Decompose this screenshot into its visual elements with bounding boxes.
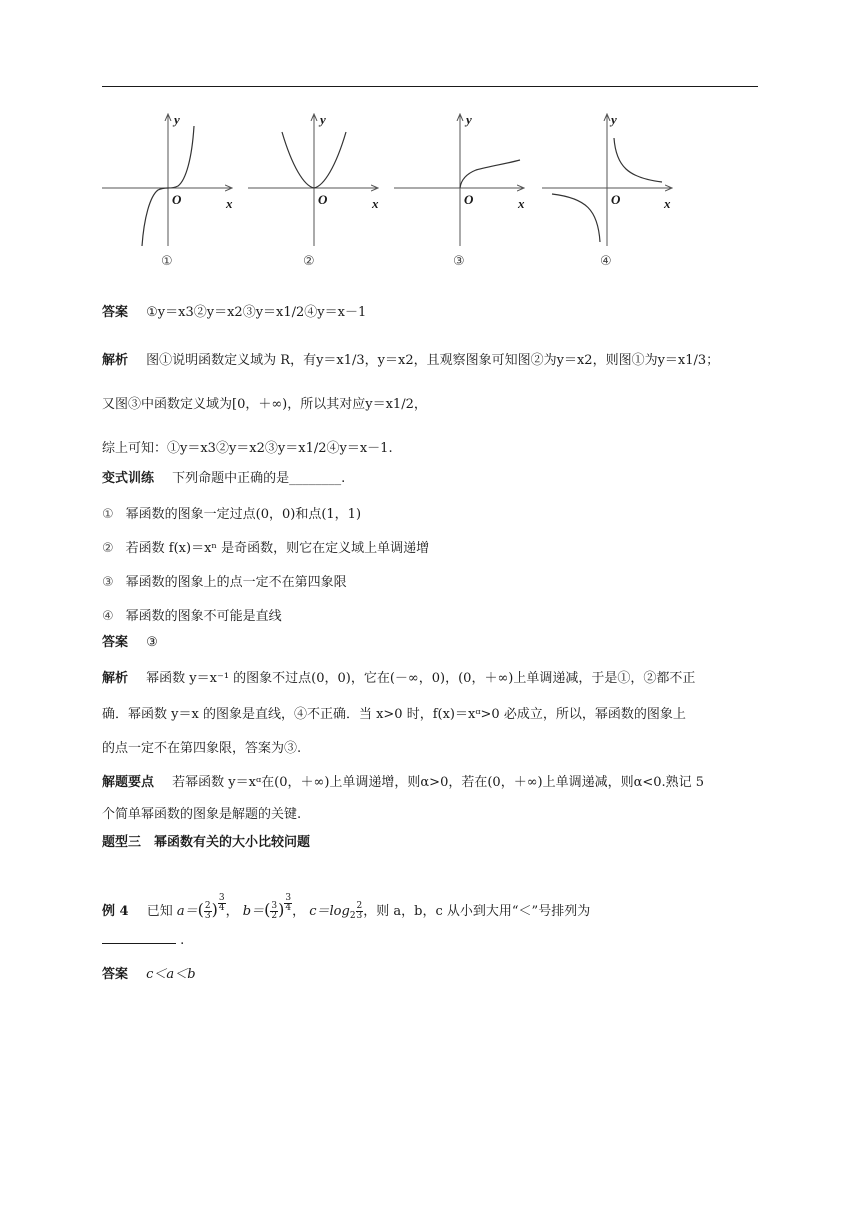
analysis-2-label: 解析 (102, 671, 129, 686)
variant-option-2-num: ② (102, 541, 114, 556)
analysis-1-line-1 (102, 352, 719, 370)
example-4-sep-2: ， (292, 904, 306, 919)
answer-2 (102, 634, 158, 652)
answer-1-label: 答案 (102, 305, 129, 320)
graph-3-curve (460, 160, 520, 188)
variant-question-text: 下列命题中正确的是________. (172, 471, 346, 486)
graph-4-y-label: y (611, 112, 617, 127)
answer-3-label: 答案 (102, 967, 129, 982)
graph-4 (542, 112, 672, 268)
graph-2-number: ② (303, 254, 315, 268)
variant-option-3 (102, 574, 347, 592)
variant-option-4 (102, 608, 282, 626)
graph-2 (248, 112, 379, 268)
answer-3 (102, 966, 196, 984)
graph-4-number: ④ (600, 254, 612, 268)
header-rule (102, 86, 758, 87)
graph-1 (102, 112, 233, 268)
analysis-2-line-1 (102, 670, 695, 688)
example-4-c: c＝log (309, 904, 350, 919)
graph-2-y-label: y (320, 112, 326, 127)
graph-3-x-label: x (518, 196, 525, 211)
graph-2-origin: O (318, 192, 328, 207)
section-3-title: 题型三 幂函数有关的大小比较问题 (102, 835, 311, 850)
answer-1 (102, 304, 366, 322)
variant-option-3-num: ③ (102, 575, 114, 590)
example-4-tail: ，则 a，b，c 从小到大用“＜”号排列为 (363, 904, 591, 919)
example-4-b: b＝ (242, 904, 265, 919)
analysis-1-label: 解析 (102, 353, 129, 368)
keypoint-line-2: 个简单幂函数的图象是解题的关键. (102, 807, 302, 822)
graph-4-curve-right (614, 138, 662, 182)
variant-option-2 (102, 540, 429, 558)
answer-2-text: ③ (146, 635, 158, 650)
variant-label: 变式训练 (102, 471, 155, 486)
analysis-2-text-1: 幂函数 y＝x⁻¹ 的图象不过点(0，0)，它在(－∞，0)，(0，＋∞)上单调递减，于是①，②都不正 (146, 671, 696, 686)
graph-3-number: ③ (453, 254, 465, 268)
power-function-graphs (100, 108, 680, 268)
example-4-blank-end: . (180, 933, 185, 948)
answer-1-text: ①y＝x3②y＝x2③y＝x1/2④y＝x－1 (146, 305, 367, 320)
variant-option-4-num: ④ (102, 609, 114, 624)
graph-3 (394, 112, 525, 268)
variant-option-2-text: 若函数 f(x)＝xⁿ 是奇函数，则它在定义域上单调递增 (125, 541, 430, 556)
example-4-answer-blank (102, 943, 176, 944)
variant-option-4-text: 幂函数的图象不可能是直线 (125, 609, 282, 624)
graph-4-origin: O (611, 192, 621, 207)
graph-3-y-label: y (466, 112, 472, 127)
graph-3-origin: O (464, 192, 474, 207)
example-4-label: 例 4 (102, 904, 129, 919)
example-4-sep-1: ， (225, 904, 239, 919)
graph-2-x-label: x (372, 196, 379, 211)
variant-option-1 (102, 506, 361, 524)
graph-4-x-label: x (664, 196, 671, 211)
graph-1-origin: O (172, 192, 182, 207)
graph-1-number: ① (161, 254, 173, 268)
variant-option-3-text: 幂函数的图象上的点一定不在第四象限 (125, 575, 347, 590)
example-4-lead: 已知 (146, 904, 173, 919)
keypoint-label: 解题要点 (102, 775, 155, 790)
answer-3-text: c＜a＜b (146, 967, 196, 982)
variant-option-1-text: 幂函数的图象一定过点(0，0)和点(1，1) (125, 507, 362, 522)
graph-1-y-label: y (174, 112, 180, 127)
variant-option-1-num: ① (102, 507, 114, 522)
analysis-1-text-1: 图①说明函数定义域为 R，有y＝x1/3，y＝x2，且观察图象可知图②为y＝x2，则图①为y＝x1/3； (146, 353, 720, 368)
variant-question (102, 470, 345, 488)
example-4: 例 4 已知 a＝( $\frac{2}{3}$ ) $^{\frac{3}{4}}$ ， b＝( $\frac{3}{2}$ ) $^{\frac{3}{4}}$ ， $c=\log_2$ $\frac{2}{3}$ ，则 a，b，c 从小到大用“＜”号排列为 (102, 893, 591, 921)
keypoint-text-1: 若幂函数 y＝xᵅ在(0，＋∞)上单调递增，则α>0，若在(0，＋∞)上单调递减，则α<0.熟记 5 (172, 775, 705, 790)
analysis-2-line-2: 确．幂函数 y＝x 的图象是直线，④不正确．当 x>0 时，f(x)＝xᵅ>0 必成立，所以，幂函数的图象上 (102, 707, 686, 722)
answer-2-label: 答案 (102, 635, 129, 650)
graph-4-curve-left (552, 194, 600, 242)
graph-1-x-label: x (226, 196, 233, 211)
keypoint-line-1 (102, 774, 704, 792)
example-4-a: a＝ (176, 904, 198, 919)
example-4-blank-line (102, 932, 184, 950)
analysis-1-line-2: 又图③中函数定义域为[0，＋∞)，所以其对应y＝x1/2， (102, 397, 427, 412)
analysis-2-line-3: 的点一定不在第四象限，答案为③. (102, 741, 302, 756)
analysis-1-line-3: 综上可知：①y＝x3②y＝x2③y＝x1/2④y＝x－1. (102, 441, 393, 456)
